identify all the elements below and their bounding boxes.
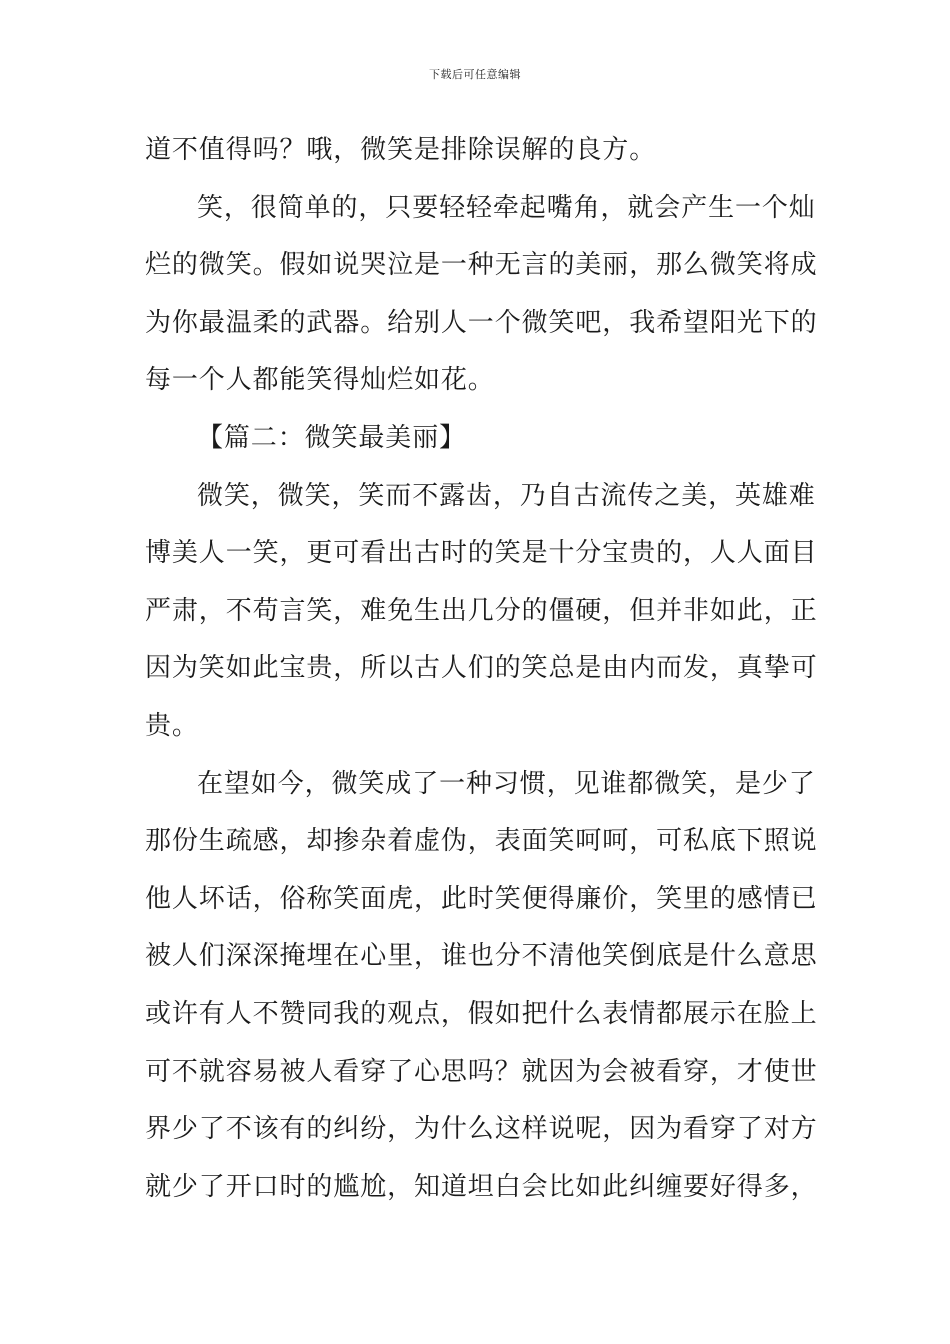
text-line: 可不就容易被人看穿了心思吗？就因为会被看穿，才使世: [145, 1056, 818, 1087]
text-line: 烂的微笑。假如说哭泣是一种无言的美丽，那么微笑将成: [145, 250, 818, 281]
text-line: 博美人一笑，更可看出古时的笑是十分宝贵的，人人面目: [145, 538, 818, 569]
text-line: 严肃，不苟言笑，难免生出几分的僵硬，但并非如此，正: [145, 595, 818, 626]
text-line: 每一个人都能笑得灿烂如花。: [145, 365, 495, 396]
text-line: 道不值得吗？哦，微笑是排除误解的良方。: [145, 135, 657, 165]
text-line: 在望如今，微笑成了一种习惯，见谁都微笑，是少了: [197, 768, 816, 799]
text-line: 他人坏话，俗称笑面虎，此时笑便得廉价，笑里的感情已: [145, 883, 818, 914]
text-line: 笑，很简单的，只要轻轻牵起嘴角，就会产生一个灿: [197, 192, 816, 223]
text-line: 界少了不该有的纠纷，为什么这样说呢，因为看穿了对方: [145, 1114, 818, 1145]
text-line: 为你最温柔的武器。给别人一个微笑吧，我希望阳光下的: [145, 307, 818, 338]
text-line: 被人们深深掩埋在心里，谁也分不清他笑倒底是什么意思: [145, 941, 818, 972]
text-line: 或许有人不赞同我的观点，假如把什么表情都展示在脸上: [145, 998, 818, 1029]
text-line: 就少了开口时的尴尬，知道坦白会比如此纠缠要好得多，: [145, 1171, 818, 1202]
text-line: 那份生疏感，却掺杂着虚伪，表面笑呵呵，可私底下照说: [145, 826, 818, 857]
text-line: 贵。: [145, 710, 199, 741]
page-header: 下载后可任意编辑: [429, 68, 521, 81]
text-line: 因为笑如此宝贵，所以古人们的笑总是由内而发，真挚可: [145, 653, 818, 684]
section-heading: 【篇二：微笑最美丽】: [197, 422, 467, 453]
text-line: 微笑，微笑，笑而不露齿，乃自古流传之美，英雄难: [197, 480, 816, 511]
document-body: [145, 122, 818, 1216]
